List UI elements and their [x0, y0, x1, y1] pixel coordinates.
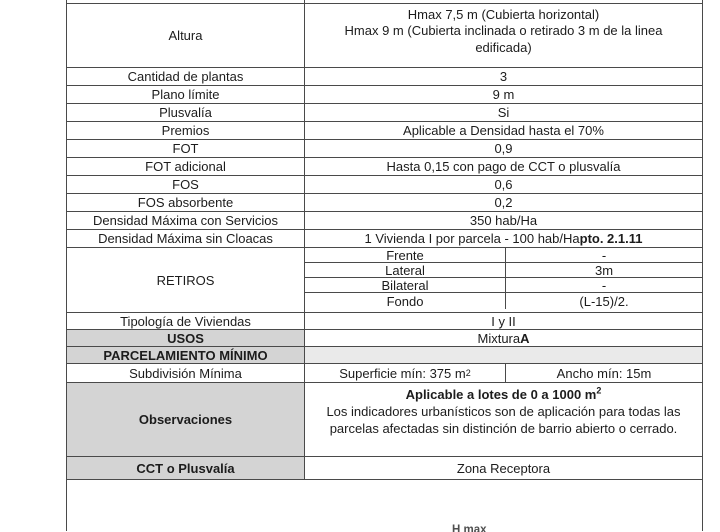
value-bold-ref: pto. 2.1.11 [579, 231, 643, 246]
table-row-observaciones [67, 383, 702, 457]
retiro-name: Fondo [305, 293, 506, 309]
table-row-tipologia [67, 313, 702, 330]
row-label: Plano límite [67, 86, 305, 103]
value-text: 1 Vivienda I por parcela - 100 hab/Ha [364, 231, 580, 246]
observaciones-bold-line [406, 386, 602, 403]
row-label: Densidad Máxima con Servicios [67, 212, 305, 229]
row-value: 9 m [492, 87, 515, 102]
retiros-row-frente [305, 248, 702, 263]
row-label: Plusvalía [67, 104, 305, 121]
retiro-name: Frente [305, 248, 506, 263]
table-row-subdivision [67, 364, 702, 383]
table-row-retiros [67, 248, 702, 313]
row-value: 0,9 [494, 141, 513, 156]
retiro-value: 3m [506, 263, 702, 278]
table-row-densidad-con-servicios [67, 212, 702, 230]
row-label: FOT adicional [67, 158, 305, 175]
value-text: Mixtura [477, 330, 521, 346]
row-label: PARCELAMIENTO MÍNIMO [67, 347, 305, 363]
subdivision-ancho: Ancho mín: 15m [556, 365, 652, 381]
row-label: Cantidad de plantas [67, 68, 305, 85]
table-row-parcelamiento [67, 347, 702, 364]
table-row-densidad-sin-cloacas [67, 230, 702, 248]
row-label: CCT o Plusvalía [67, 457, 305, 479]
table-row-usos [67, 330, 702, 347]
row-value [305, 383, 702, 456]
row-label: FOS absorbente [67, 194, 305, 211]
table-row-fos-absorbente [67, 194, 702, 212]
row-value [305, 4, 702, 67]
row-value: 0,6 [494, 177, 513, 192]
table-row-plano-limite [67, 86, 702, 104]
table-row-altura [67, 4, 702, 68]
bold-line-text: Aplicable a lotes de 0 a 1000 m [405, 387, 597, 402]
retiros-subtable [305, 248, 702, 312]
value-bold: A [520, 330, 530, 346]
table-row-fos [67, 176, 702, 194]
superscript-2: 2 [596, 385, 602, 396]
table-row-cantidad-plantas [67, 68, 702, 86]
row-value: Aplicable a Densidad hasta el 70% [403, 123, 604, 138]
row-value [305, 330, 702, 346]
bottom-partial-text: H max [452, 524, 487, 532]
altura-line1: Hmax 7,5 m (Cubierta horizontal) [407, 7, 600, 22]
row-value: 350 hab/Ha [469, 213, 538, 228]
row-label: Altura [67, 4, 305, 67]
row-value: Si [497, 105, 510, 120]
superficie-text: Superficie mín: 375 m [339, 365, 466, 381]
row-label: RETIROS [67, 248, 305, 312]
table-row-fot [67, 140, 702, 158]
row-value: 3 [499, 69, 508, 84]
row-label: Subdivisión Mínima [67, 364, 305, 382]
row-label: FOT [67, 140, 305, 157]
row-value: I y II [491, 313, 516, 329]
row-label: Tipología de Viviendas [67, 313, 305, 329]
row-label: Observaciones [67, 383, 305, 456]
row-value: 0,2 [494, 195, 513, 210]
retiro-value: (L-15)/2. [579, 293, 629, 309]
row-label: USOS [67, 330, 305, 346]
table-row-cutoff-bottom [67, 480, 702, 531]
altura-line2: Hmax 9 m (Cubierta inclinada o retirado 3 m de la linea edificada) [344, 23, 663, 55]
retiros-row-fondo [305, 293, 702, 309]
row-label: FOS [67, 176, 305, 193]
row-value: Hasta 0,15 con pago de CCT o plusvalía [386, 159, 621, 174]
observaciones-text: Los indicadores urbanísticos son de aplicación para todas las parcelas afectadas sin distinción de barrio abierto o cerrado. [326, 404, 681, 437]
row-label: Densidad Máxima sin Cloacas [67, 230, 305, 247]
row-value [305, 230, 702, 247]
cell-spacer [67, 480, 702, 531]
retiros-row-bilateral [305, 278, 702, 293]
retiro-value: - [506, 278, 702, 293]
table-row-cct-plusvalia [67, 457, 702, 480]
row-label: Premios [67, 122, 305, 139]
row-value-empty [305, 347, 702, 363]
row-value: Zona Receptora [456, 460, 551, 476]
retiro-name: Bilateral [305, 278, 506, 293]
retiro-name: Lateral [305, 263, 506, 278]
table-row-plusvalia [67, 104, 702, 122]
table-row-premios [67, 122, 702, 140]
retiro-value: - [506, 248, 702, 263]
retiros-row-lateral [305, 263, 702, 278]
table-row-fot-adicional [67, 158, 702, 176]
zoning-indicators-table [66, 0, 703, 531]
subdivision-superficie: Superficie mín: 375 m 2 [305, 364, 506, 382]
